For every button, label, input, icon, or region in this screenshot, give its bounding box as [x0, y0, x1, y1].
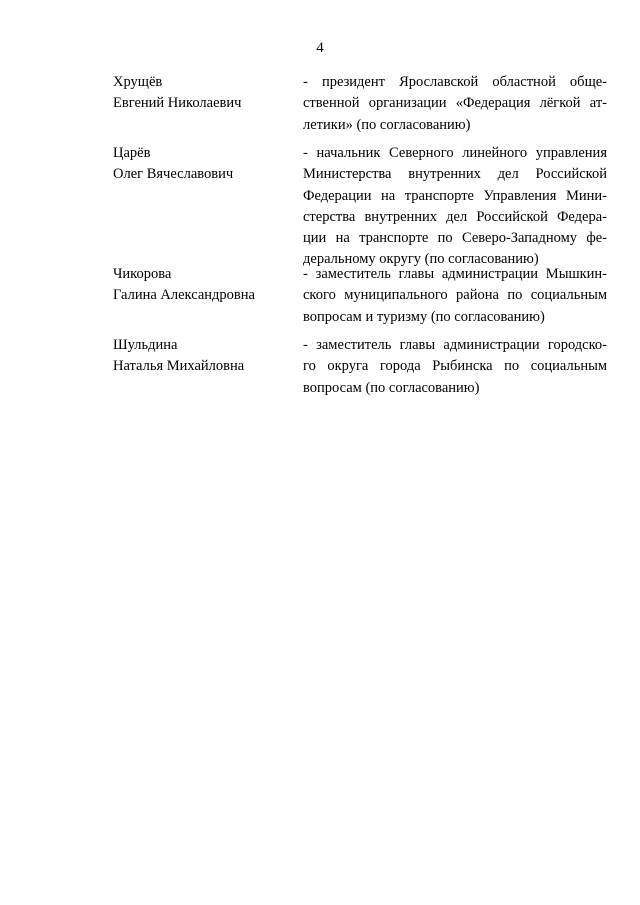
member-name	[113, 72, 293, 114]
position-line: стерства внутренних дел Российской Федера-	[303, 208, 607, 225]
member-given-name: Евгений Николаевич	[113, 95, 242, 111]
member-position	[303, 264, 607, 328]
member-position	[303, 335, 607, 399]
position-line: - президент Ярославской областной обще-	[303, 74, 607, 90]
page-number: 4	[316, 40, 324, 56]
member-surname: Чикорова	[113, 266, 172, 282]
position-line: - заместитель главы администрации Мышкин-	[303, 266, 607, 282]
member-given-name: Наталья Михайловна	[113, 358, 245, 374]
position-line: Федерации на транспорте Управления Мини-	[303, 187, 607, 204]
position-line: вопросам (по согласованию)	[303, 379, 480, 396]
member-surname: Царёв	[113, 145, 151, 161]
position-line: Министерства внутренних дел Российской	[303, 166, 607, 183]
position-line: го округа города Рыбинска по социальным	[303, 358, 607, 375]
member-name	[113, 264, 293, 306]
member-given-name: Олег Вячеславович	[113, 166, 234, 182]
position-line: ственной организации «Федерация лёгкой ат-	[303, 95, 607, 112]
member-surname: Хрущёв	[113, 74, 163, 90]
member-position	[303, 143, 607, 271]
member-name	[113, 143, 293, 185]
position-line: - заместитель главы администрации городско-	[303, 337, 607, 353]
position-line: вопросам и туризму (по согласованию)	[303, 308, 545, 325]
member-name	[113, 335, 293, 377]
position-line: деральному округу (по согласованию)	[303, 251, 539, 268]
member-position	[303, 72, 607, 136]
position-line: летики» (по согласованию)	[303, 116, 471, 133]
position-line: ского муниципального района по социальным	[303, 287, 607, 304]
position-line: - начальник Северного линейного управления	[303, 145, 607, 161]
position-line: ции на транспорте по Северо-Западному фе-	[303, 230, 607, 247]
member-surname: Шульдина	[113, 337, 178, 353]
member-given-name: Галина Александровна	[113, 287, 255, 303]
